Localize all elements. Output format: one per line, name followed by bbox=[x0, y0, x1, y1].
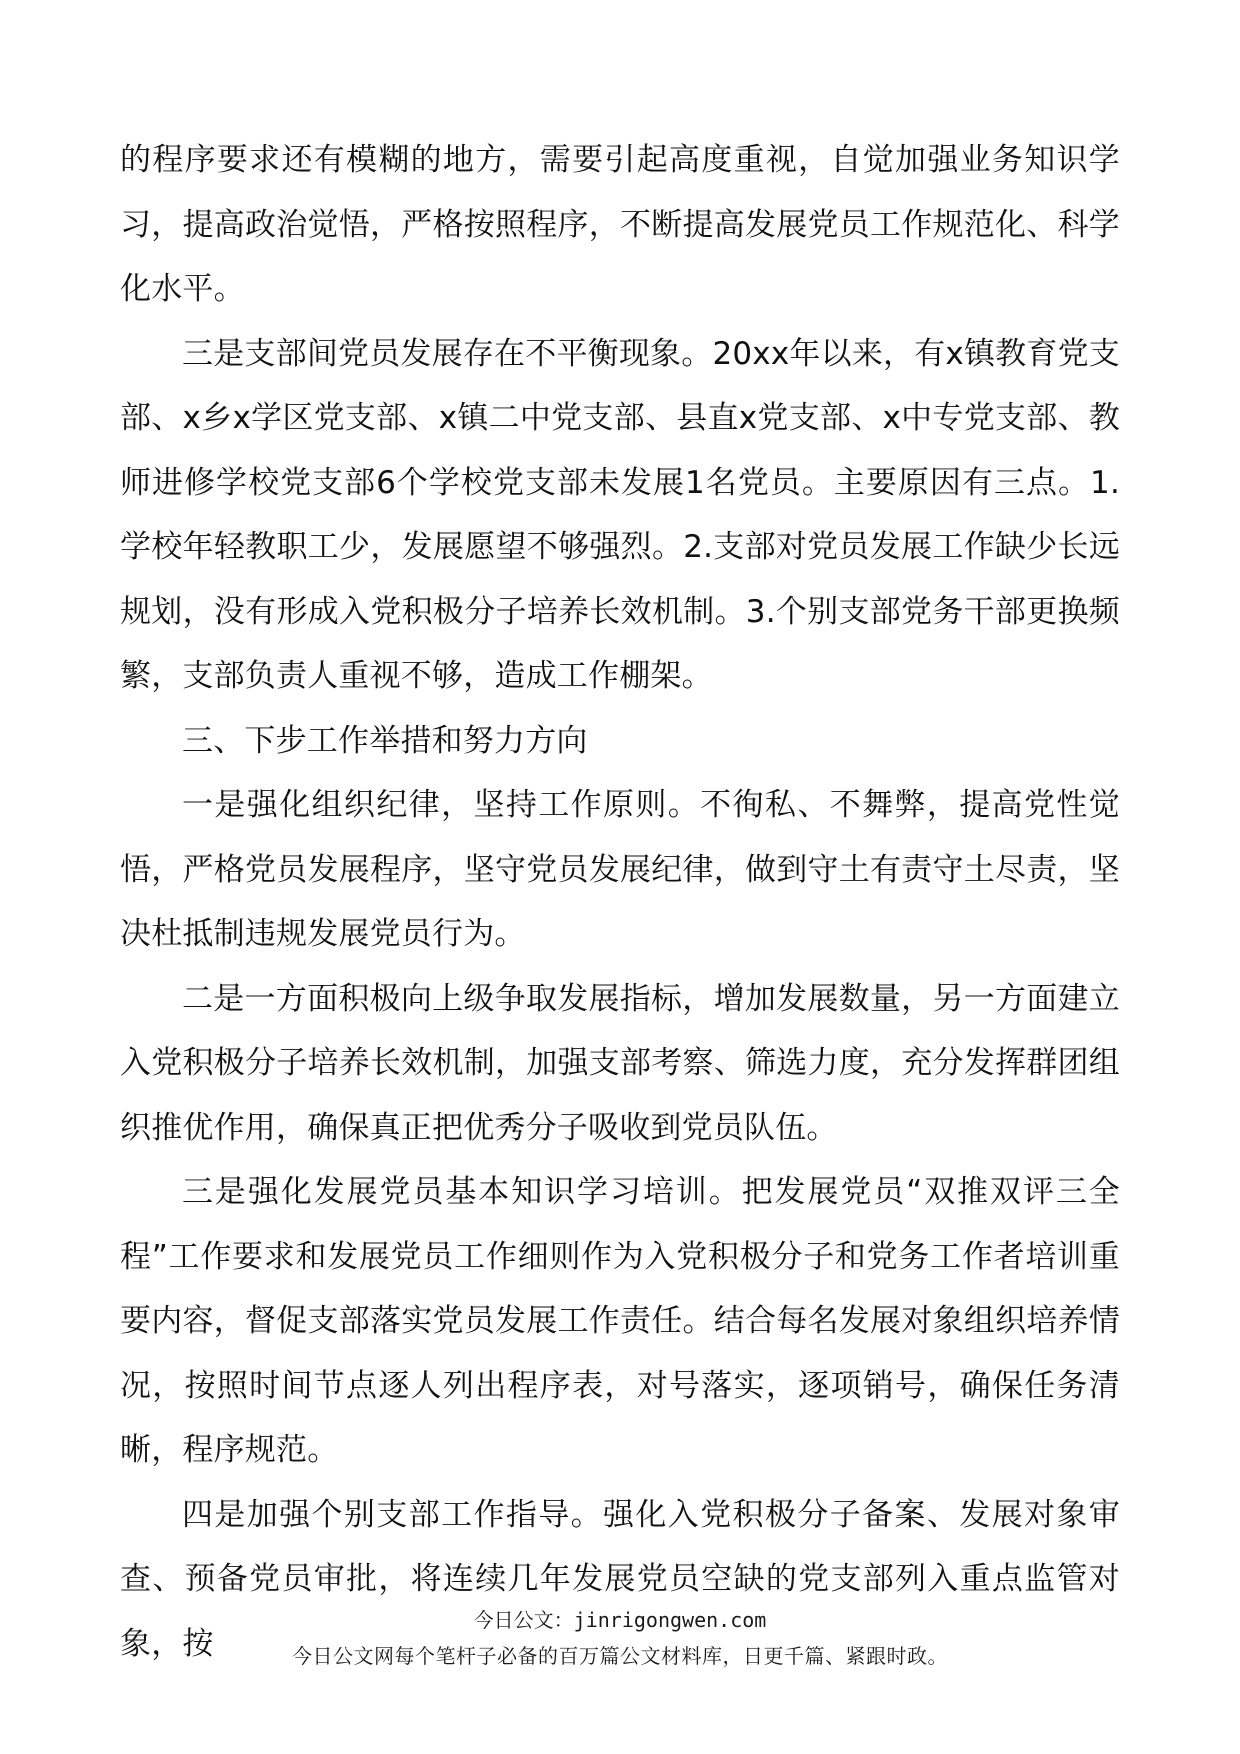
paragraph-5: 三是强化发展党员基本知识学习培训。把发展党员“双推双评三全程”工作要求和发展党员工作细则作为入党积极分子和党务工作者培训重要内容，督促支部落实党员发展工作责任。结合每名发展对象组织培养情况，按照时间节点逐人列出程序表，对号落实，逐项销号，确保任务清晰，程序规范。 bbox=[120, 1174, 1120, 1468]
paragraph-3: 一是强化组织纪律，坚持工作原则。不徇私、不舞弊，提高党性觉悟，严格党员发展程序，坚守党员发展纪律，做到守土有责守土尽责，坚决杜抵制违规发展党员行为。 bbox=[120, 787, 1120, 952]
paragraph-4: 二是一方面积极向上级争取发展指标，增加发展数量，另一方面建立入党积极分子培养长效机制，加强支部考察、筛选力度，充分发挥群团组织推优作用，确保真正把优秀分子吸收到党员队伍。 bbox=[120, 980, 1120, 1146]
section-heading: 三、下步工作举措和努力方向 bbox=[182, 722, 588, 759]
paragraph-1: 的程序要求还有模糊的地方，需要引起高度重视，自觉加强业务知识学习，提高政治觉悟，严格按照程序，不断提高发展党员工作规范化、科学化水平。 bbox=[120, 142, 1120, 307]
paragraph-2: 三是支部间党员发展存在不平衡现象。20xx年以来，有x镇教育党支部、x乡x学区党支部、x镇二中党支部、县直x党支部、x中专党支部、教师进修学校党支部6个学校党支部未发展1名党员。主要原因有三点。1.学校年轻教职工少，发展愿望不够强烈。2.支部对党员发展工作缺少长远规划，没有形成入党积极分子培养长效机制。3.个别支部党务干部更换频繁，支部负责人重视不够，造成工作棚架。 bbox=[120, 335, 1120, 694]
footer-site-line[interactable]: 今日公文：jinrigongwen.com bbox=[473, 1608, 767, 1632]
footer-slogan: 今日公文网每个笔杆子必备的百万篇公文材料库，日更千篇、紧跟时政。 bbox=[292, 1644, 948, 1668]
document-body bbox=[120, 128, 1120, 1676]
paragraph-6: 四是加强个别支部工作指导。强化入党积极分子备案、发展对象审查、预备党员审批，将连续几年发展党员空缺的党支部列入重点监管对象，按 bbox=[120, 1496, 1120, 1662]
